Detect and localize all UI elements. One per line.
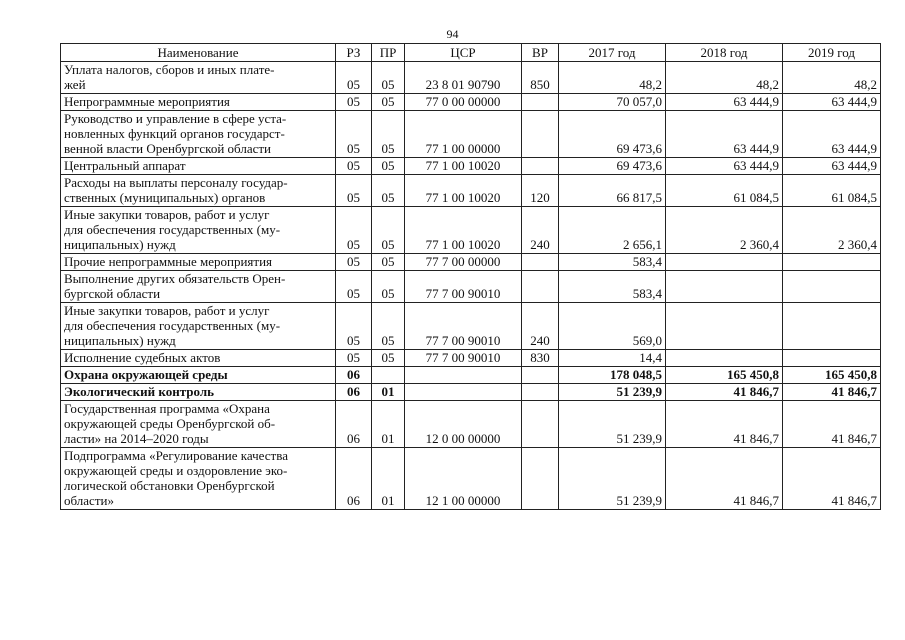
- cell-y2019: 63 444,9: [783, 158, 881, 175]
- cell-name: Государственная программа «Охрана окружающей среды Оренбургской об- ласти» на 2014–2020 годы: [61, 401, 336, 448]
- cell-name: Подпрограмма «Регулирование качества окружающей среды и оздоровление эко- логической обстановки Оренбургской области»: [61, 448, 336, 510]
- cell-y2018: 63 444,9: [666, 158, 783, 175]
- cell-y2019: 165 450,8: [783, 367, 881, 384]
- cell-y2019: 63 444,9: [783, 111, 881, 158]
- cell-y2019: [783, 254, 881, 271]
- cell-pr: 05: [372, 254, 405, 271]
- cell-csr: 77 7 00 00000: [405, 254, 522, 271]
- header-row: [61, 44, 881, 62]
- cell-rz: 06: [336, 384, 372, 401]
- header-csr: ЦСР: [405, 44, 522, 62]
- cell-csr: 12 1 00 00000: [405, 448, 522, 510]
- cell-csr: 77 1 00 10020: [405, 207, 522, 254]
- cell-csr: 12 0 00 00000: [405, 401, 522, 448]
- cell-name: Расходы на выплаты персоналу государ- ственных (муниципальных) органов: [61, 175, 336, 207]
- cell-pr: 01: [372, 384, 405, 401]
- cell-csr: [405, 384, 522, 401]
- page-number: 94: [446, 27, 459, 41]
- cell-rz: 05: [336, 158, 372, 175]
- cell-y2017: 14,4: [559, 350, 666, 367]
- cell-csr: 77 7 00 90010: [405, 303, 522, 350]
- cell-rz: 05: [336, 62, 372, 94]
- cell-y2019: 41 846,7: [783, 401, 881, 448]
- cell-y2019: 63 444,9: [783, 94, 881, 111]
- cell-pr: 05: [372, 271, 405, 303]
- cell-vr: 240: [522, 303, 559, 350]
- cell-y2018: 41 846,7: [666, 401, 783, 448]
- cell-vr: [522, 367, 559, 384]
- cell-y2017: 2 656,1: [559, 207, 666, 254]
- cell-pr: 05: [372, 111, 405, 158]
- cell-rz: 06: [336, 367, 372, 384]
- cell-vr: [522, 448, 559, 510]
- table-row: [61, 303, 881, 350]
- cell-y2017: 51 239,9: [559, 448, 666, 510]
- cell-pr: 05: [372, 94, 405, 111]
- header-vr: ВР: [522, 44, 559, 62]
- cell-csr: 77 1 00 10020: [405, 158, 522, 175]
- cell-y2018: 63 444,9: [666, 94, 783, 111]
- cell-pr: 05: [372, 303, 405, 350]
- cell-y2018: [666, 303, 783, 350]
- cell-y2019: 61 084,5: [783, 175, 881, 207]
- cell-name: Иные закупки товаров, работ и услуг для обеспечения государственных (му- ниципальных) нужд: [61, 303, 336, 350]
- cell-y2017: 69 473,6: [559, 158, 666, 175]
- cell-rz: 05: [336, 271, 372, 303]
- cell-rz: 05: [336, 350, 372, 367]
- cell-name: Исполнение судебных актов: [61, 350, 336, 367]
- cell-rz: 05: [336, 207, 372, 254]
- cell-y2017: 70 057,0: [559, 94, 666, 111]
- cell-rz: 05: [336, 111, 372, 158]
- cell-pr: 01: [372, 448, 405, 510]
- cell-pr: 05: [372, 207, 405, 254]
- cell-rz: 05: [336, 303, 372, 350]
- header-pr: ПР: [372, 44, 405, 62]
- table-row: [61, 271, 881, 303]
- cell-name: Руководство и управление в сфере уста- новленных функций органов государст- венной власти Оренбургской области: [61, 111, 336, 158]
- cell-y2017: 48,2: [559, 62, 666, 94]
- cell-y2018: 48,2: [666, 62, 783, 94]
- cell-y2018: 2 360,4: [666, 207, 783, 254]
- cell-vr: [522, 271, 559, 303]
- cell-rz: 05: [336, 254, 372, 271]
- table-row: [61, 350, 881, 367]
- cell-vr: [522, 254, 559, 271]
- cell-y2019: 2 360,4: [783, 207, 881, 254]
- cell-vr: 120: [522, 175, 559, 207]
- cell-y2019: 41 846,7: [783, 384, 881, 401]
- cell-csr: 77 0 00 00000: [405, 94, 522, 111]
- cell-csr: [405, 367, 522, 384]
- header-2017: 2017 год: [559, 44, 666, 62]
- cell-y2018: 63 444,9: [666, 111, 783, 158]
- cell-pr: 05: [372, 62, 405, 94]
- cell-y2019: [783, 350, 881, 367]
- cell-y2018: [666, 254, 783, 271]
- cell-name: Центральный аппарат: [61, 158, 336, 175]
- cell-pr: 05: [372, 175, 405, 207]
- header-2018: 2018 год: [666, 44, 783, 62]
- cell-rz: 06: [336, 448, 372, 510]
- cell-name: Уплата налогов, сборов и иных плате- жей: [61, 62, 336, 94]
- cell-rz: 05: [336, 94, 372, 111]
- cell-csr: 77 1 00 10020: [405, 175, 522, 207]
- cell-rz: 06: [336, 401, 372, 448]
- table-row: [61, 62, 881, 94]
- cell-csr: 77 1 00 00000: [405, 111, 522, 158]
- cell-csr: 77 7 00 90010: [405, 271, 522, 303]
- cell-y2017: 69 473,6: [559, 111, 666, 158]
- cell-y2018: 41 846,7: [666, 448, 783, 510]
- cell-y2018: 61 084,5: [666, 175, 783, 207]
- cell-name: Экологический контроль: [61, 384, 336, 401]
- cell-vr: 850: [522, 62, 559, 94]
- cell-pr: [372, 367, 405, 384]
- cell-vr: 240: [522, 207, 559, 254]
- cell-name: Выполнение других обязательств Орен- бургской области: [61, 271, 336, 303]
- cell-vr: 830: [522, 350, 559, 367]
- cell-y2017: 51 239,9: [559, 401, 666, 448]
- cell-rz: 05: [336, 175, 372, 207]
- table-row: [61, 254, 881, 271]
- table-row: [61, 158, 881, 175]
- cell-y2017: 66 817,5: [559, 175, 666, 207]
- table-row: [61, 175, 881, 207]
- cell-vr: [522, 384, 559, 401]
- cell-vr: [522, 401, 559, 448]
- budget-table: [60, 43, 881, 510]
- table-row: [61, 207, 881, 254]
- cell-name: Охрана окружающей среды: [61, 367, 336, 384]
- header-2019: 2019 год: [783, 44, 881, 62]
- cell-y2018: [666, 350, 783, 367]
- cell-pr: 05: [372, 158, 405, 175]
- cell-y2018: 165 450,8: [666, 367, 783, 384]
- cell-y2017: 583,4: [559, 254, 666, 271]
- table-row: [61, 401, 881, 448]
- cell-vr: [522, 111, 559, 158]
- cell-vr: [522, 94, 559, 111]
- table-row: [61, 111, 881, 158]
- table-row: [61, 448, 881, 510]
- cell-y2017: 569,0: [559, 303, 666, 350]
- cell-name: Непрограммные мероприятия: [61, 94, 336, 111]
- cell-pr: 05: [372, 350, 405, 367]
- header-name: Наименование: [61, 44, 336, 62]
- cell-y2018: [666, 271, 783, 303]
- cell-vr: [522, 158, 559, 175]
- cell-y2019: 41 846,7: [783, 448, 881, 510]
- cell-y2018: 41 846,7: [666, 384, 783, 401]
- cell-y2019: [783, 271, 881, 303]
- cell-pr: 01: [372, 401, 405, 448]
- cell-y2017: 51 239,9: [559, 384, 666, 401]
- cell-name: Прочие непрограммные мероприятия: [61, 254, 336, 271]
- cell-y2019: [783, 303, 881, 350]
- cell-csr: 23 8 01 90790: [405, 62, 522, 94]
- cell-y2017: 178 048,5: [559, 367, 666, 384]
- table-body: [61, 62, 881, 510]
- cell-csr: 77 7 00 90010: [405, 350, 522, 367]
- table-row: [61, 367, 881, 384]
- table-row: [61, 384, 881, 401]
- header-rz: РЗ: [336, 44, 372, 62]
- cell-y2019: 48,2: [783, 62, 881, 94]
- cell-name: Иные закупки товаров, работ и услуг для обеспечения государственных (му- ниципальных) нужд: [61, 207, 336, 254]
- cell-y2017: 583,4: [559, 271, 666, 303]
- table-row: [61, 94, 881, 111]
